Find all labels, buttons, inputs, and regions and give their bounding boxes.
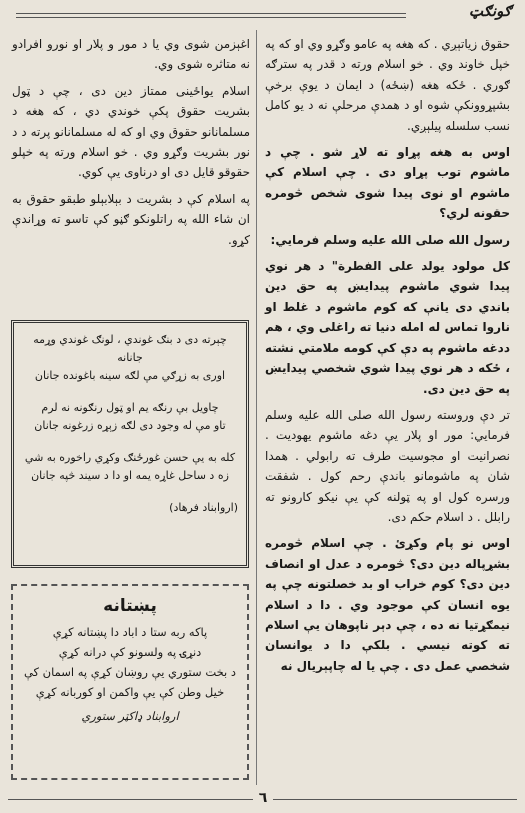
page-header (8, 0, 517, 28)
page-footer (8, 790, 517, 810)
hadith-intro: رسول الله صلی الله عليه وسلم فرمايي: (270, 232, 510, 247)
paragraph: په اسلام کې د بشريت د بېلابېلو طبقو حقوق به ان شاء الله په راتلونکو ګڼو کې تاسو ته وړاندې کړو. (12, 191, 250, 247)
featured-poem-title: پښتانه (103, 596, 157, 616)
paragraph: اوس نو پام وکړئ . چې اسلام څومره بشړپاله دين دی؟ څومره د عدل او انصاف دين دی؟ کوم خراب او بد خصلتونه چې په يوه انسان کې موجود وي . دا د اسلام نيمګړتيا نه ده ، چې دېر ناپوهان يې اسلام ته کوته نيسي . بلکې دا د يوانسان شخصي عمل دی . چې يا له چاپېريال نه (265, 536, 510, 673)
featured-poem-author: اروابناد ډاکټر ستوري (81, 709, 179, 723)
poem-line: اوری به زړګي مې لګه سينه باغونده جانان (34, 369, 226, 382)
paragraph: اغېزمن شوی وي يا د مور و پلار او نورو افرادو نه متاثره شوی وي. (12, 37, 250, 72)
poem-line: تاو مې له وجود دی لګه زېړه زرغونه جانان (34, 419, 226, 432)
page-number: ٦ (253, 790, 273, 806)
poem-stanza (22, 449, 238, 485)
poem-box (11, 320, 249, 568)
paragraph: حقوق زياتېږي . که هغه په عامو وګړو وي او که په خپل خاوند وي . خو اسلام ورته د قدر په سترګه ګوري . ځکه هغه (ښځه) د ايمان د يوې برخې بشپړوونکې شوه او د همدې مرحلې نه د يو کامل نسب سلسله پيلېږي. (265, 37, 510, 133)
poem-stanza (22, 399, 238, 435)
poem-line: چېرته دی د بنګ غوندي ، لونګ غوندي وړمه جانانه (33, 333, 227, 364)
right-column (265, 34, 510, 682)
left-column (12, 34, 250, 256)
paragraph: تر دې وروسته رسول الله صلی الله عليه وسلم فرمايي: مور او پلار يې دغه ماشوم يهوديت . نصرانيت او مجوسيت طرف ته رابولي . همدا شان په ماشومانو باندې رحم کول . شفقت ورسره کول او په ټولنه کې يې نيکو کارونو ته رابلل . د اسلام حکم دی. (265, 407, 510, 524)
header-rule-2 (16, 17, 406, 18)
poem-author: (اروابناد فرهاد) (169, 501, 238, 514)
poem-line: خيل وطن کې يې واکمن او کوربانه کړې (35, 685, 225, 699)
poem-line: زه د ساحل غاړه يمه او دا د سيند څپه جانان (31, 469, 229, 482)
paragraph: اوس به هغه پړاو ته لاړ شو . چې د ماشوم توب پړاو دی . چې اسلام کې ماشوم او نوی پيدا شوی شخص څومره حقونه لري؟ (265, 145, 510, 221)
column-divider (256, 30, 257, 785)
poem-line: پاکه ربه ستا د اباد دا پښتانه کړې (52, 625, 208, 639)
paragraph: اسلام يواځينی ممتاز دين دی ، چې د ټول بشريت حقوق پکې خوندي دي ، که هغه د مسلمانانو حقوق وي او که له مسلمانانو پرته د د نور بشريت وګړو وي . خو اسلام ورته په خپلو حقوقو قايل دی او درناوی يې کوي. (12, 83, 250, 180)
poem-stanza (22, 331, 238, 385)
featured-poem-box (11, 584, 249, 780)
poem-line: دنړۍ په ولسونو کې درانه کړې (58, 645, 202, 659)
poem-line: چاويل بې رنګه يم او ټول رنګونه نه لرم (41, 401, 219, 414)
poem-line: د بخت ستوري يې روښان کړې په اسمان کې (23, 665, 237, 679)
magazine-title: ګونګټ (468, 2, 511, 20)
poem-line: کله به يې حسن غورځنګ وکړي راخوره به شي (24, 451, 236, 464)
hadith-paragraph: کل مولود يولد علی الفطرة" د هر نوي پيدا شوي ماشوم پيدايښ په حق دين باندي دی يانې که کوم ماشوم د غلط او ناروا تماس له امله دنيا ته راغلی وي ، هم ددغه ماشوم په دې کې کومه ملامتي نشته ، ځکه د هر نوي پيدا شوي شخصي پيدايښ په حق دين دی. (265, 259, 510, 396)
header-rule (16, 13, 406, 14)
